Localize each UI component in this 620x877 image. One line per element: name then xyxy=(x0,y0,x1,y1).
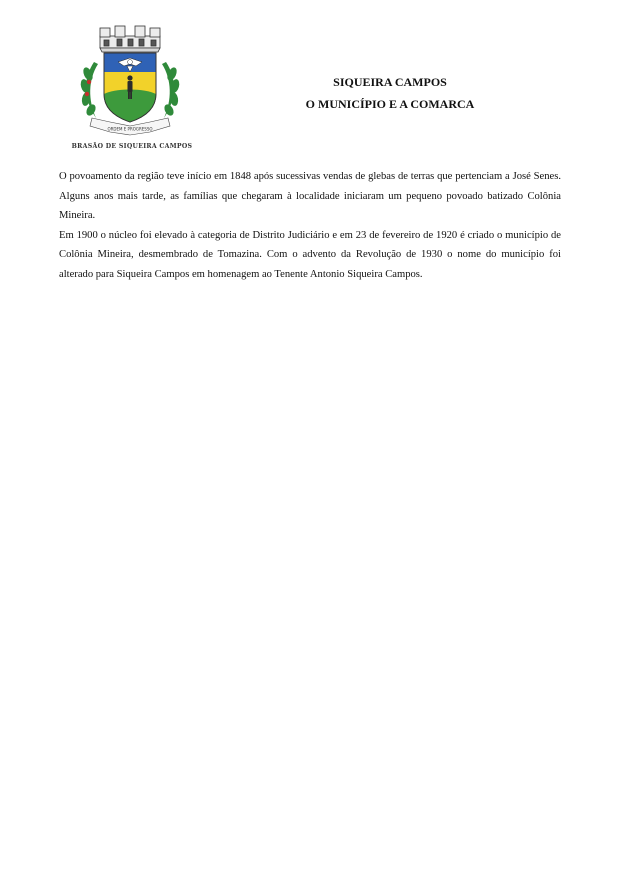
paragraph: Em 1900 o núcleo foi elevado à categoria de Distrito Judiciário e em 23 de fevereiro de 1920 é criado o município de Colônia Mineira, desmembrado de Tomazina. Com o advento da Revolução de 1930 o nome do município foi alterado para Siqueira Campos em homenagem ao Tenente Antonio Siqueira Campos. xyxy=(59,229,561,280)
mural-crown xyxy=(100,26,160,52)
paragraph: O povoamento da região teve início em 1848 após sucessivas vendas de glebas de terras que pertenciam a José Senes. Alguns anos mais tarde, as famílias que chegaram à localidade iniciaram um pequeno povoado batizado Colônia Mineira. xyxy=(59,171,561,222)
title-line-municipality: SIQUEIRA CAMPOS xyxy=(333,75,447,89)
laurel-right xyxy=(162,62,181,118)
crest-caption: BRASÃO DE SIQUEIRA CAMPOS xyxy=(71,143,193,150)
laurel-left xyxy=(79,62,98,118)
document-body xyxy=(59,167,561,285)
municipal-coat-of-arms xyxy=(74,22,186,137)
title-line-subtitle: O MUNICÍPIO E A COMARCA xyxy=(305,97,475,111)
document-title xyxy=(270,71,510,115)
svg-text:ORDEM E PROGRESSO: ORDEM E PROGRESSO xyxy=(107,126,153,132)
